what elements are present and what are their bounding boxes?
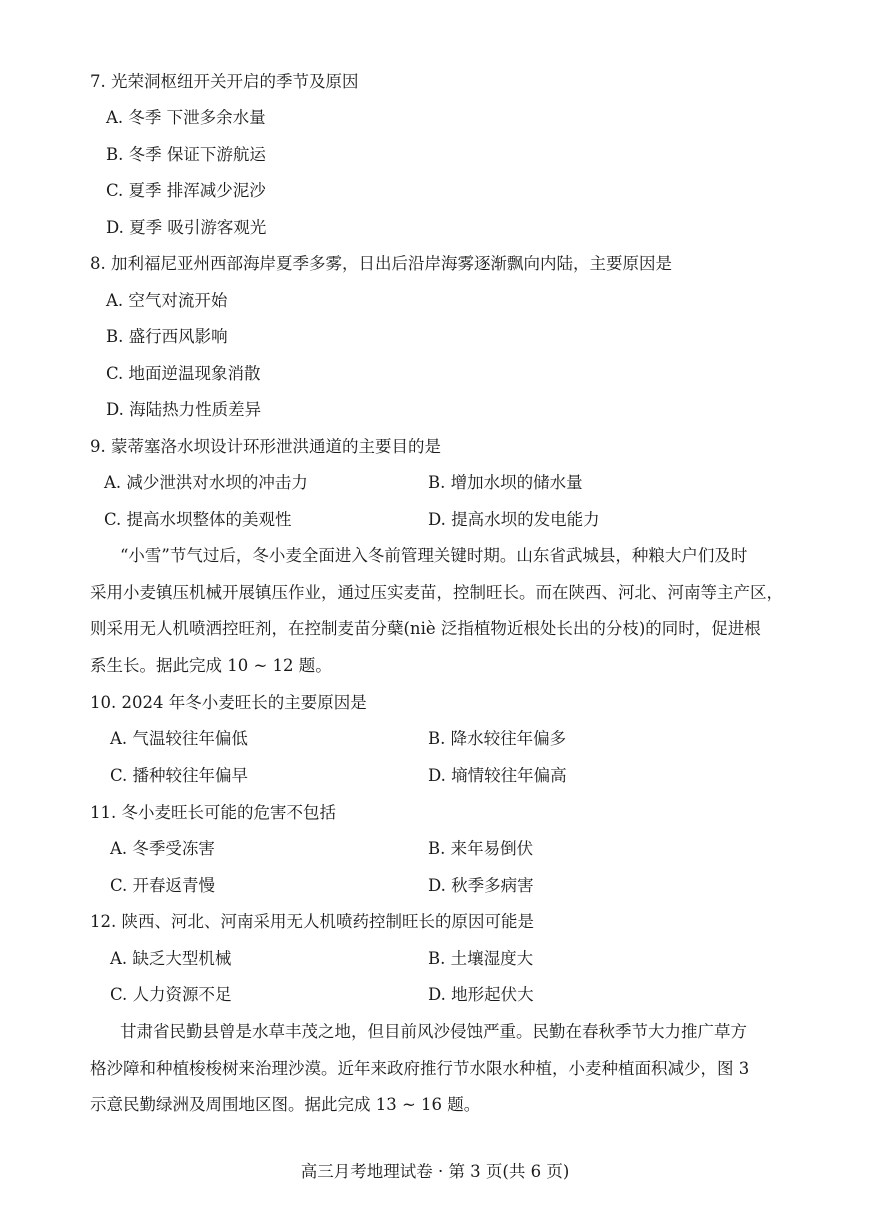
option-c: C. 播种较往年偏早: [110, 766, 249, 785]
question-stem: 9. 蒙蒂塞洛水坝设计环形泄洪通道的主要目的是: [90, 437, 441, 456]
option-a: A. 减少泄洪对水坝的冲击力: [104, 473, 308, 492]
option-d: D. 海陆热力性质差异: [106, 400, 262, 419]
passage-line: 采用小麦镇压机械开展镇压作业，通过压实麦苗，控制旺长。而在陕西、河北、河南等主产区，: [90, 583, 783, 602]
option-c: C. 地面逆温现象消散: [106, 364, 261, 383]
question-stem: 10. 2024 年冬小麦旺长的主要原因是: [90, 693, 367, 712]
question-stem: 12. 陕西、河北、河南采用无人机喷药控制旺长的原因可能是: [90, 912, 534, 931]
option-b: B. 增加水坝的储水量: [428, 473, 583, 492]
option-a: A. 缺乏大型机械: [110, 949, 232, 968]
option-d: D. 夏季 吸引游客观光: [106, 218, 267, 237]
option-d: D. 秋季多病害: [428, 876, 534, 895]
option-c: C. 夏季 排浑减少泥沙: [106, 181, 266, 200]
option-c: C. 开春返青慢: [110, 876, 216, 895]
option-b: B. 冬季 保证下游航运: [106, 145, 266, 164]
question-stem: 7. 光荣洞枢纽开关开启的季节及原因: [90, 72, 359, 91]
option-d: D. 地形起伏大: [428, 985, 534, 1004]
option-a: A. 冬季 下泄多余水量: [106, 108, 266, 127]
option-b: B. 土壤湿度大: [428, 949, 534, 968]
passage-line: 格沙障和种植梭梭树来治理沙漠。近年来政府推行节水限水种植，小麦种植面积减少，图 3: [90, 1059, 750, 1078]
option-d: D. 提高水坝的发电能力: [428, 510, 600, 529]
option-b: B. 盛行西风影响: [106, 327, 228, 346]
passage-line: 示意民勤绿洲及周围地区图。据此完成 13 ~ 16 题。: [90, 1095, 481, 1114]
option-b: B. 降水较往年偏多: [428, 729, 567, 748]
option-d: D. 墒情较往年偏高: [428, 766, 567, 785]
passage-line: 则采用无人机喷洒控旺剂，在控制麦苗分蘖(niè 泛指植物近根处长出的分枝)的同时，促进根: [90, 619, 761, 638]
option-b: B. 来年易倒伏: [428, 839, 534, 858]
option-a: A. 空气对流开始: [106, 291, 228, 310]
option-c: C. 人力资源不足: [110, 985, 232, 1004]
option-a: A. 气温较往年偏低: [110, 729, 248, 748]
passage-line: “小雪”节气过后，冬小麦全面进入冬前管理关键时期。山东省武城县，种粮大户们及时: [120, 546, 748, 565]
passage-line: 甘肃省民勤县曾是水草丰茂之地，但目前风沙侵蚀严重。民勤在春秋季节大力推广草方: [120, 1022, 747, 1041]
page-footer: 高三月考地理试卷 · 第 3 页(共 6 页): [300, 1162, 570, 1181]
question-stem: 8. 加利福尼亚州西部海岸夏季多雾，日出后沿岸海雾逐渐飘向内陆，主要原因是: [90, 254, 672, 273]
option-c: C. 提高水坝整体的美观性: [104, 510, 292, 529]
option-a: A. 冬季受冻害: [110, 839, 215, 858]
question-stem: 11. 冬小麦旺长可能的危害不包括: [90, 803, 336, 822]
passage-line: 系生长。据此完成 10 ~ 12 题。: [90, 656, 332, 675]
